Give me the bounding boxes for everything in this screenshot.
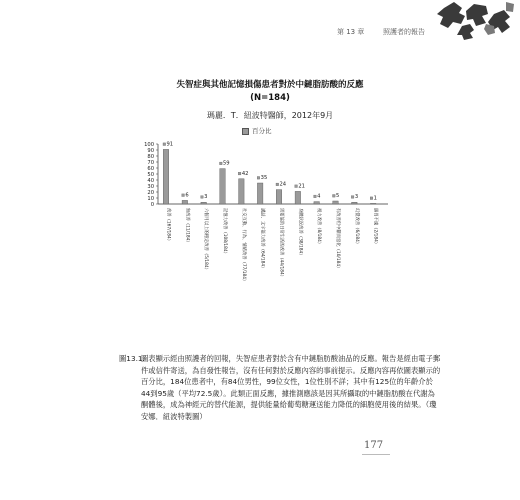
value-marker bbox=[351, 196, 354, 199]
data-label: 35 bbox=[260, 175, 268, 181]
value-marker bbox=[333, 195, 336, 198]
data-label: 24 bbox=[279, 181, 287, 188]
x-tick-label: 六個月以上的穩定改善（5/184） bbox=[203, 208, 209, 272]
data-label: 1 bbox=[373, 195, 377, 202]
data-label: 5 bbox=[336, 193, 340, 199]
bar bbox=[333, 201, 339, 204]
x-tick-label: 無改善（11/184） bbox=[184, 208, 190, 245]
bar-chart bbox=[120, 124, 420, 346]
y-tick-label: 80 bbox=[147, 154, 154, 160]
bar bbox=[352, 202, 358, 204]
bar bbox=[201, 202, 207, 204]
caption-text: 圖表顯示經由照護者的回報，失智症患者對於含有中鏈脂肪酸油品的反應。報告是經由電子郵件或信件寄送，為自發性報告，沒有任何對於反應內容的事前提示。反應內容再依圖表顯示的百分比，184位患者中，有84位男性，99位女性，1位性別不詳；其中有125位的年齡介於44到95歲（平均72.5歲）。此類正面反應，據推測應該是因其所攝取的中鏈脂肪酸在代謝為酮體後，成為神經元的替代能源，提供能量給葡萄糖運送能力降低的細胞使用後的結果。（瓊安娜．紐波特製圖） bbox=[141, 354, 441, 421]
x-tick-label: 講話、文字能力改善（64/184） bbox=[259, 208, 265, 271]
data-label: 4 bbox=[317, 193, 321, 200]
y-tick-label: 30 bbox=[147, 184, 154, 190]
figure-caption bbox=[119, 353, 441, 423]
value-marker bbox=[220, 162, 223, 165]
section-label: 照護者的報告 bbox=[383, 28, 425, 36]
bar bbox=[163, 149, 169, 204]
data-label: 59 bbox=[223, 160, 230, 167]
bar bbox=[276, 190, 282, 204]
page-number: 177 bbox=[364, 440, 384, 451]
value-marker bbox=[276, 183, 279, 186]
legend-label: 百分比 bbox=[252, 127, 272, 135]
footer-rule bbox=[362, 454, 390, 455]
y-tick-label: 0 bbox=[150, 202, 154, 208]
bar bbox=[257, 183, 263, 204]
bar bbox=[295, 191, 301, 204]
bar bbox=[314, 202, 320, 204]
bar bbox=[220, 169, 226, 204]
running-header bbox=[0, 26, 520, 38]
value-marker bbox=[370, 197, 373, 200]
chart-subtitle: (N=184) bbox=[250, 93, 290, 103]
value-marker bbox=[238, 172, 241, 175]
x-tick-label: 幻覺改善（6/184） bbox=[353, 208, 359, 247]
chart-title: 失智症與其他記憶損傷患者對於中鏈脂肪酸的反應 bbox=[176, 80, 364, 90]
caption-number: 圖13.1. bbox=[119, 354, 145, 363]
bar bbox=[370, 203, 376, 204]
x-tick-label: 改善（167/184） bbox=[165, 208, 171, 244]
data-label: 42 bbox=[241, 170, 249, 177]
x-tick-label: 視力改善（8/184） bbox=[316, 208, 322, 247]
y-tick-label: 40 bbox=[147, 178, 154, 184]
value-marker bbox=[163, 143, 166, 146]
value-marker bbox=[295, 185, 298, 188]
data-label: 6 bbox=[185, 192, 189, 199]
value-marker bbox=[257, 177, 260, 180]
x-tick-label: 記憶力改善（108/184） bbox=[222, 208, 227, 256]
value-marker bbox=[201, 196, 204, 199]
y-tick-label: 90 bbox=[147, 148, 154, 154]
y-tick-label: 20 bbox=[147, 190, 154, 196]
x-tick-label: 需要協助日常生活的改善（44/184） bbox=[278, 208, 284, 279]
value-marker bbox=[182, 194, 185, 197]
bar bbox=[182, 200, 188, 204]
value-marker bbox=[314, 195, 317, 198]
data-label: 21 bbox=[298, 183, 305, 190]
data-label: 3 bbox=[204, 194, 208, 201]
x-tick-label: 腸胃不適（2/184） bbox=[372, 208, 378, 247]
y-tick-label: 100 bbox=[144, 142, 154, 148]
y-tick-label: 70 bbox=[147, 160, 154, 166]
x-tick-label: 社交互動、行為、情緒改善（77/184） bbox=[240, 208, 246, 284]
x-tick-label: 有改善但中斷而惡化（10/184） bbox=[335, 208, 340, 271]
x-tick-label: 身體狀況改善（38/184） bbox=[297, 208, 303, 258]
y-tick-label: 10 bbox=[147, 196, 154, 202]
chart-source: 瑪麗．T．紐波特醫師，2012年9月 bbox=[206, 111, 334, 120]
y-tick-label: 60 bbox=[147, 166, 154, 172]
chapter-label: 第 13 章 bbox=[337, 28, 365, 36]
data-label: 3 bbox=[354, 194, 359, 201]
data-label: 91 bbox=[166, 141, 174, 148]
bar bbox=[239, 179, 245, 204]
y-tick-label: 50 bbox=[147, 172, 154, 178]
